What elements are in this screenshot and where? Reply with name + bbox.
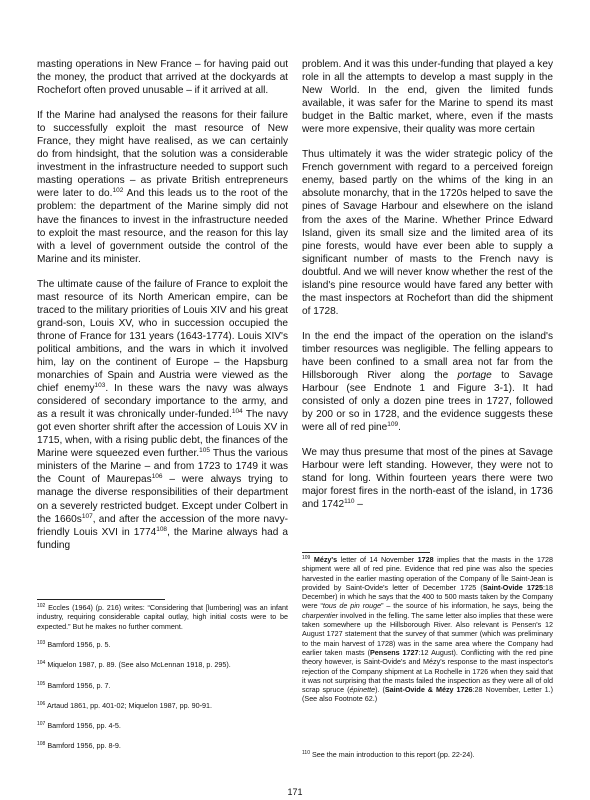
footnote: $^{103}$ Bamford 1956, p. 5. bbox=[37, 640, 111, 649]
footnote: $^{105}$ Bamford 1956, p. 7. bbox=[37, 681, 111, 690]
page-number: 171 bbox=[287, 787, 303, 797]
footnote-ref[interactable]: 109 bbox=[387, 421, 399, 429]
footnote-ref[interactable]: 102 bbox=[112, 187, 124, 195]
footnote: $^{102}$ Eccles (1964) (p. 216) writes: “Considering that [lumbering] was an infant industry, requiring considerable capital outlay, high initial costs were to be expected.” But he makes no further comment. bbox=[37, 603, 289, 631]
footnote: $^{108}$ Bamford 1956, pp. 8-9. bbox=[37, 741, 121, 750]
footnote: $^{109}$ Mézy's letter of 14 November 1728 implies that the masts in the 1728 shipment were all of red pine. Evidence that red pine was also the species harvested in the earlier masting operation of the Company of Île Saint-Jean is provided by Saint-Ovide's letter of December 1725 (Saint-Ovide 1725:18 December) in which he says that the 400 to 500 masts taken by the Company were “tous de pin rouge” – the source of his information, he says, being the charpentier involved in the felling. The same letter also implies that these were taken somewhere up the Hillsborough River. Also relevant is Pensen's 12 August 1727 statement that the survey of that summer (which was preliminary to the main harvest of 1728) was in the same area where the Company had earlier taken masts (Pensens 1727:12 August). Conflicting with the red pine theory however, is Saint-Ovide's and Mézy's response to the mast inspector's rejection of the Company shipment at La Rochelle in 1726 when they said that it was not surprising that the masts failed the inspection as they were all of old scrap spruce (épinette). (Saint-Ovide & Mézy 1726:28 November, Letter 1.) (See also Footnote 62.) bbox=[302, 555, 554, 704]
footnote-ref[interactable]: 104 bbox=[231, 408, 243, 416]
body-paragraph: masting operations in New France – for having paid out the money, the product that arrived at the dockyards at Rochefort often proved unusable – if it arrived at all. bbox=[37, 59, 288, 97]
footnote-ref[interactable]: 106 bbox=[151, 473, 163, 481]
footnote-ref[interactable]: 108 bbox=[156, 525, 168, 533]
footnote: $^{107}$ Bamford 1956, pp. 4-5. bbox=[37, 721, 121, 730]
left-column bbox=[37, 58, 288, 564]
footnote: $^{110}$ See the main introduction to this report (pp. 22-24). bbox=[302, 750, 475, 759]
footnote: $^{104}$ Miquelon 1987, p. 89. (See also McLennan 1918, p. 295). bbox=[37, 660, 231, 669]
footnote-ref[interactable]: 110 bbox=[344, 498, 355, 506]
footnote-ref[interactable]: 107 bbox=[81, 512, 93, 520]
right-column bbox=[302, 58, 553, 524]
footnote-rule bbox=[37, 599, 165, 600]
body-paragraph: In the end the impact of the operation on the island's timber resources was negligible. The felling appears to have been confined to a small area not far from the Hillsborough River along the portage to Savage Harbour (see Endnote 1 and Figure 3-1). It had consisted of only a dozen pine trees in 1727, followed by 200 or so in 1728, and the evidence suggests these were all of red pine$^{109}$. bbox=[302, 330, 554, 434]
body-paragraph: We may thus presume that most of the pines at Savage Harbour were left standing. However, they were not to stand for long. Within fourteen years there were two major forest fires in the north-east of the island, in 1736 and 1742$^{110}$ – bbox=[302, 447, 553, 511]
body-paragraph: problem. And it was this under-funding that played a key role in all the attempts to develop a mast supply in the New World. In the end, given the limited funds available, it was safer for the Marine to spend its mast budget in the Baltic market, where, even if the masts were more expensive, their quality was more certain bbox=[302, 59, 553, 136]
body-paragraph: Thus ultimately it was the wider strategic policy of the French government with regard to a perceived foreign enemy, based partly on the whims of the king in an absolute monarchy, that in the 1720s helped to save the pines of Savage Harbour and elsewhere on the island from the axes of the Marine. Whether Prince Edward Island, given its small size and the limited area of its pine forests, would have ever been able to supply a significant number of masts to the French navy is doubtful. And we will never know whether the rest of the island's pine resource would have fared any better with the mast inspectors at Rochefort than did the shipment of 1728. bbox=[302, 149, 553, 317]
footnote-rule bbox=[302, 552, 430, 553]
footnote-ref[interactable]: 105 bbox=[199, 447, 210, 455]
footnote: $^{106}$ Artaud 1861, pp. 401-02; Miquelon 1987, pp. 90-91. bbox=[37, 701, 212, 710]
body-paragraph: The ultimate cause of the failure of France to exploit the mast resource of its North American empire, can be traced to the military priorities of Louis XIV and his great grand-son, Louis XV, who in succession occupied the throne of France for 131 years (1643-1774). Louis XIV's political ambitions, and the wars in which it involved him, lay on the continent of Europe – the Hapsburg monarchies of Spain and Austria were viewed as the chief enemy$^{103}$. In these wars the navy was always considered of secondary importance to the army, and as a result it was chronically under-funded.$^{104}$ The navy got even shorter shrift after the accession of Louis XV in 1715, when, with a rising public debt, the finances of the Marine were squeezed even further.$^{105}$ Thus the various ministers of the Marine – and from 1723 to 1749 it was the Count of Maurepas$^{106}$ – were always trying to manage the diverse responsibilities of their department on a severely restricted budget. Except under Colbert in the $1660s^{107}$, and after the accession of the more navy-friendly Louis XVI in 1774$^{108}$, the Marine always had a funding bbox=[37, 278, 289, 551]
body-paragraph: If the Marine had analysed the reasons for their failure to successfully exploit the mast resource of New France, they might have realised, as we can certainly do from hindsight, that the solution was a considerable investment in the infrastructure needed to support such masting operations – as private British entrepreneurs were later to do.$^{102}$ And this leads us to the root of the problem: the department of the Marine simply did not have the finances to invest in the infrastructure needed to exploit the mast resource, and the reason for this lay with a level of government outside the control of the Marine and its minister. bbox=[37, 110, 288, 265]
footnote-ref[interactable]: 103 bbox=[94, 382, 106, 390]
